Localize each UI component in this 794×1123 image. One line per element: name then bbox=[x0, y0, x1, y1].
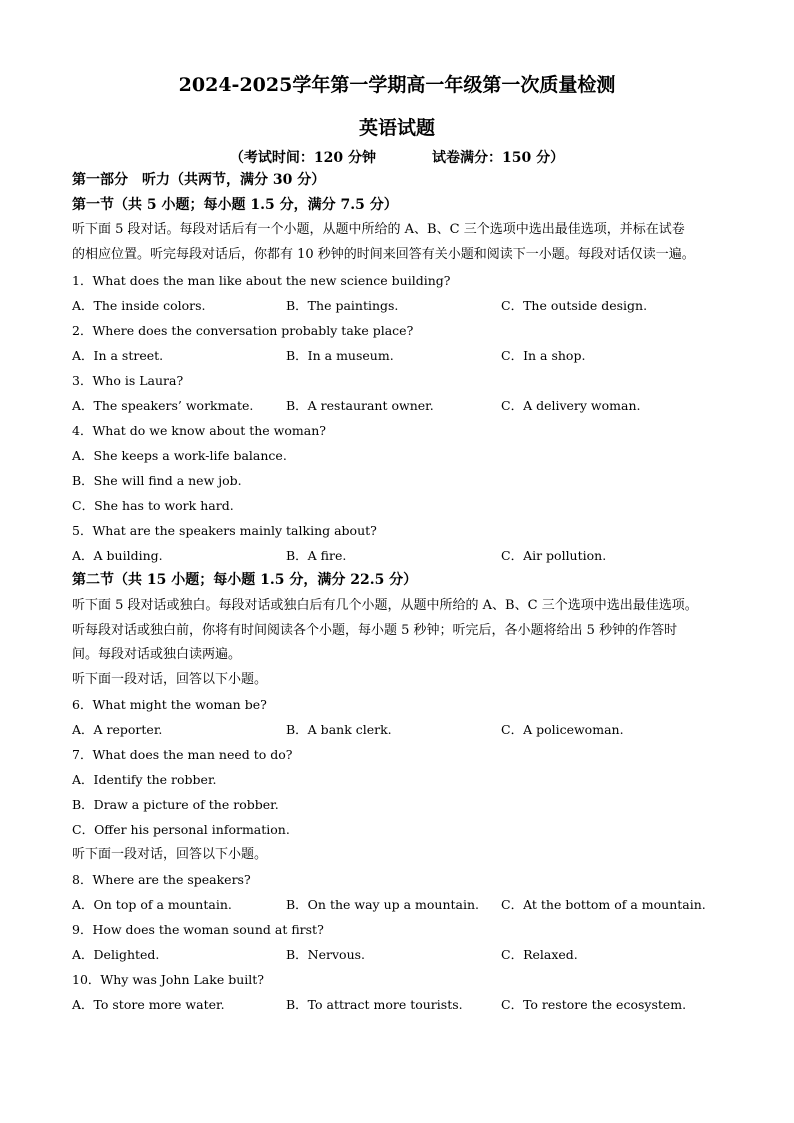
option-c: C．The outside design. bbox=[501, 298, 648, 313]
question-stem: 5．What are the speakers mainly talking about? bbox=[72, 523, 377, 538]
exam-subject-title: 英语试题 bbox=[358, 117, 435, 139]
exam-main-title: 2024-2025学年第一学期高一年级第一次质量检测 bbox=[178, 74, 616, 96]
option-b: B．On the way up a mountain. bbox=[286, 897, 480, 912]
option-c: C．To restore the ecosystem. bbox=[501, 997, 687, 1012]
option-b: B．A fire. bbox=[286, 548, 347, 563]
option-c: C．She has to work hard. bbox=[72, 498, 234, 513]
option-c: C．A delivery woman. bbox=[501, 398, 641, 413]
question-stem: 2．Where does the conversation probably take place? bbox=[72, 323, 414, 338]
option-a: A．Identify the robber. bbox=[72, 772, 217, 787]
exam-time-and-score bbox=[0, 147, 794, 167]
question-stem: 6．What might the woman be? bbox=[72, 697, 267, 712]
option-c: C．Offer his personal information. bbox=[72, 822, 290, 837]
question-stem: 3．Who is Laura? bbox=[72, 373, 184, 388]
option-c: C．A policewoman. bbox=[501, 722, 624, 737]
option-a: A．On top of a mountain. bbox=[72, 897, 232, 912]
question-stem: 4．What do we know about the woman? bbox=[72, 423, 326, 438]
option-b: B．A bank clerk. bbox=[286, 722, 392, 737]
option-b: B．Nervous. bbox=[286, 947, 366, 962]
section1-instructions-line2: 的相应位置。听完每段对话后，你都有 10 秒钟的时间来回答有关小题和阅读下一小题。每段对话仅读一遍。 bbox=[72, 247, 695, 262]
section2-instructions-line1: 听下面 5 段对话或独白。每段对话或独白后有几个小题，从题中所给的 A、B、C 三个选项中选出最佳选项。 bbox=[72, 598, 698, 613]
option-a: A．The speakers’ workmate. bbox=[72, 398, 254, 413]
question-stem: 9．How does the woman sound at first? bbox=[72, 922, 324, 937]
option-a: A．The inside colors. bbox=[72, 298, 206, 313]
option-a: A．In a street. bbox=[72, 348, 164, 363]
option-b: B．In a museum. bbox=[286, 348, 394, 363]
section2-instructions-line2: 听每段对话或独白前，你将有时间阅读各个小题，每小题 5 秒钟；听完后，各小题将给出 5 秒钟的作答时 bbox=[72, 623, 678, 638]
section2-heading: 第二节（共 15 小题；每小题 1.5 分，满分 22.5 分） bbox=[72, 572, 418, 588]
dialog-prompt: 听下面一段对话，回答以下小题。 bbox=[72, 847, 268, 862]
exam-time: （考试时间：120 分钟 bbox=[229, 150, 376, 166]
exam-score: 试卷满分：150 分） bbox=[432, 150, 565, 166]
dialog-prompt: 听下面一段对话，回答以下小题。 bbox=[72, 672, 268, 687]
option-a: A．To store more water. bbox=[72, 997, 225, 1012]
option-b: B．Draw a picture of the robber. bbox=[72, 797, 279, 812]
option-c: C．In a shop. bbox=[501, 348, 586, 363]
option-a: A．Delighted. bbox=[72, 947, 160, 962]
option-c: C．Relaxed. bbox=[501, 947, 578, 962]
section1-heading: 第一节（共 5 小题；每小题 1.5 分，满分 7.5 分） bbox=[72, 197, 398, 213]
question-stem: 10．Why was John Lake built? bbox=[72, 972, 264, 987]
option-a: A．A building. bbox=[72, 548, 163, 563]
option-c: C．At the bottom of a mountain. bbox=[501, 897, 706, 912]
option-a: A．A reporter. bbox=[72, 722, 163, 737]
option-a: A．She keeps a work-life balance. bbox=[72, 448, 287, 463]
section2-instructions-line3: 间。每段对话或独白读两遍。 bbox=[72, 647, 242, 662]
question-stem: 7．What does the man need to do? bbox=[72, 747, 293, 762]
section1-instructions-line1: 听下面 5 段对话。每段对话后有一个小题，从题中所给的 A、B、C 三个选项中选出最佳选项，并标在试卷 bbox=[72, 222, 685, 237]
question-stem: 8．Where are the speakers? bbox=[72, 872, 251, 887]
option-c: C．Air pollution. bbox=[501, 548, 607, 563]
option-b: B．To attract more tourists. bbox=[286, 997, 463, 1012]
option-b: B．The paintings. bbox=[286, 298, 399, 313]
question-stem: 1．What does the man like about the new science building? bbox=[72, 273, 451, 288]
part1-heading: 第一部分 听力（共两节，满分 30 分） bbox=[72, 172, 326, 188]
option-b: B．She will find a new job. bbox=[72, 473, 242, 488]
option-b: B．A restaurant owner. bbox=[286, 398, 434, 413]
